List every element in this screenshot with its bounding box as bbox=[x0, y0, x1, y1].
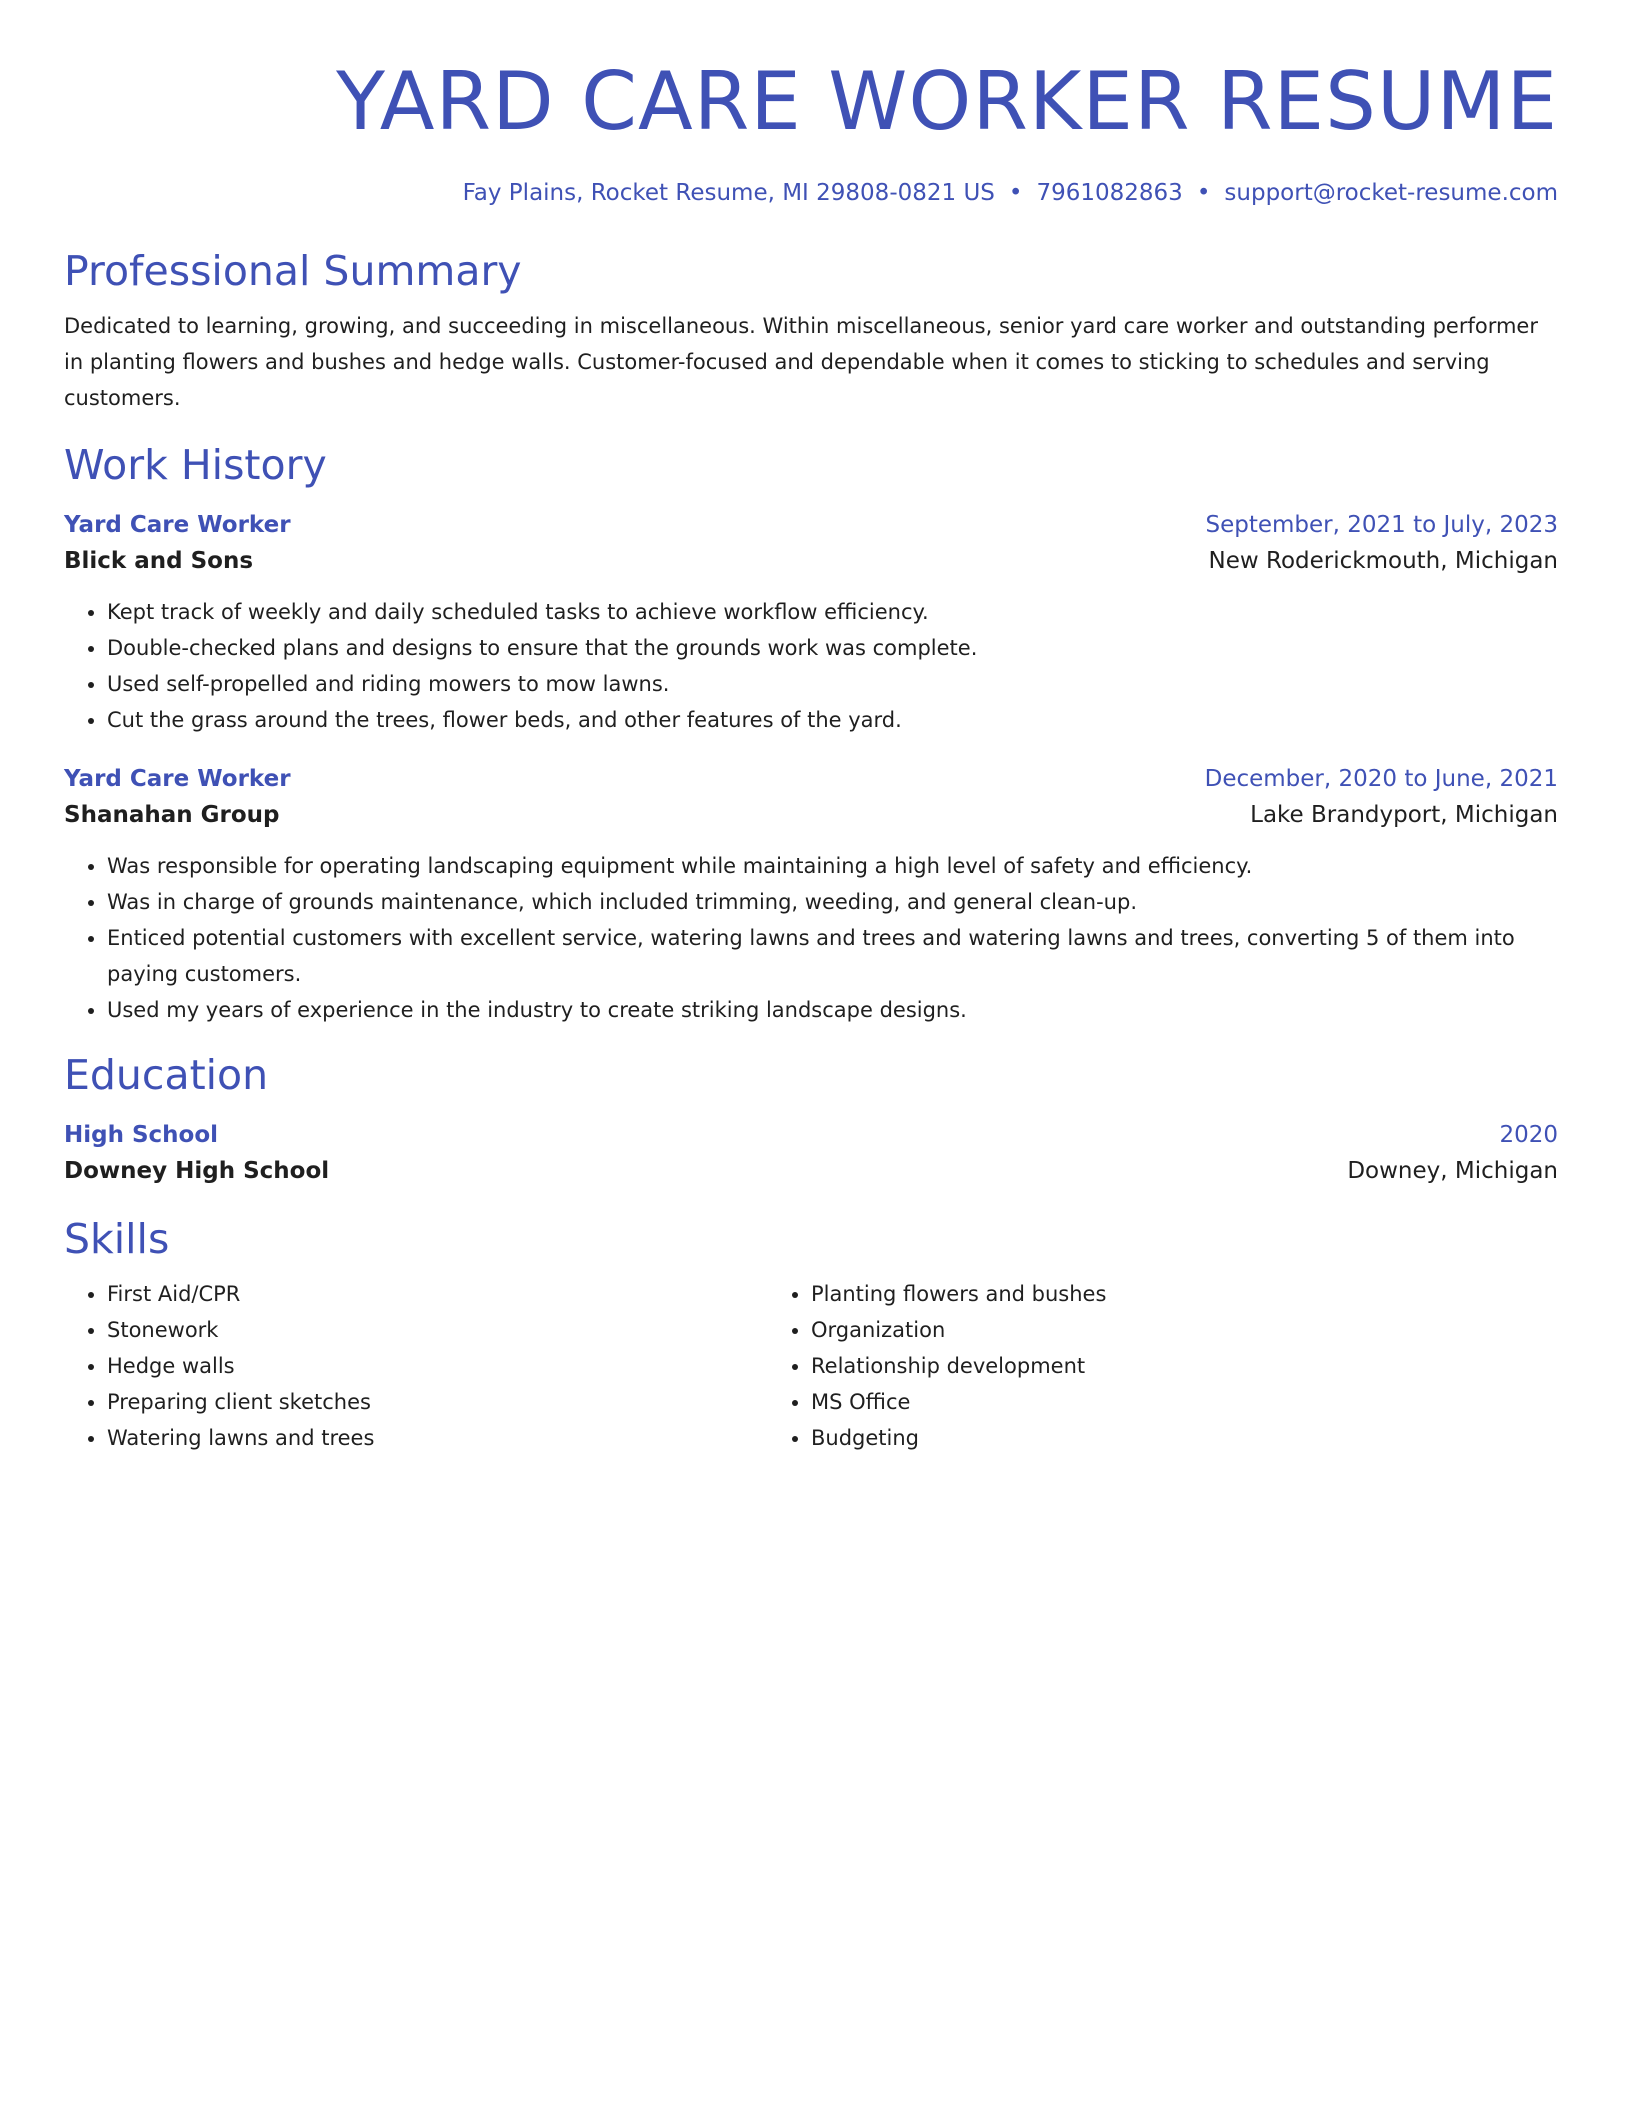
skill-item: • Relationship development bbox=[811, 1348, 1528, 1384]
skills-column-right bbox=[768, 1276, 1528, 1456]
education-year: 2020 bbox=[1499, 1122, 1558, 1148]
job-entry bbox=[64, 508, 1558, 738]
contact-separator: • bbox=[1196, 180, 1211, 206]
skills-heading: Skills bbox=[64, 1215, 170, 1263]
job-bullet: • Was responsible for operating landscaping equipment while maintaining a high level of safety and efficiency. bbox=[107, 848, 1558, 884]
job-bullet: • Was in charge of grounds maintenance, which included trimming, weeding, and general clean-up. bbox=[107, 884, 1558, 920]
job-title: Yard Care Worker bbox=[64, 512, 291, 538]
resume-title: YARD CARE WORKER RESUME bbox=[336, 55, 1558, 148]
job-location: New Roderickmouth, Michigan bbox=[1208, 548, 1558, 574]
contact-line bbox=[64, 178, 1558, 208]
job-header bbox=[64, 762, 1558, 796]
skill-item: • First Aid/CPR bbox=[107, 1276, 768, 1312]
contact-address: Fay Plains, Rocket Resume, MI 29808-0821 US bbox=[462, 180, 995, 206]
skill-item: • Preparing client sketches bbox=[107, 1384, 768, 1420]
skills-column-left bbox=[64, 1276, 768, 1456]
job-bullet: • Cut the grass around the trees, flower beds, and other features of the yard. bbox=[107, 702, 1558, 738]
job-company: Shanahan Group bbox=[64, 802, 280, 828]
education-degree: High School bbox=[64, 1122, 219, 1148]
education-subheader bbox=[64, 1152, 1558, 1190]
job-bullets bbox=[64, 594, 1558, 738]
job-bullet: • Used self-propelled and riding mowers to mow lawns. bbox=[107, 666, 1558, 702]
contact-separator: • bbox=[1008, 180, 1023, 206]
skills-list bbox=[64, 1276, 1558, 1456]
job-subheader bbox=[64, 796, 1558, 834]
contact-phone: 7961082863 bbox=[1036, 180, 1183, 206]
job-bullet: • Kept track of weekly and daily scheduled tasks to achieve workflow efficiency. bbox=[107, 594, 1558, 630]
job-bullet: • Double-checked plans and designs to ensure that the grounds work was complete. bbox=[107, 630, 1558, 666]
skill-item: • Watering lawns and trees bbox=[107, 1420, 768, 1456]
resume-page bbox=[64, 0, 1558, 1456]
education-entry bbox=[64, 1118, 1558, 1190]
skill-item: • Organization bbox=[811, 1312, 1528, 1348]
job-company: Blick and Sons bbox=[64, 548, 254, 574]
job-dates: September, 2021 to July, 2023 bbox=[1205, 512, 1558, 538]
job-entry bbox=[64, 762, 1558, 1028]
summary-text: Dedicated to learning, growing, and succeeding in miscellaneous. Within miscellaneous, senior yard care worker and outstanding performer in planting flowers and bushes and hedge walls. Customer-focused and dependable when it comes to sticking to schedules and serving customers. bbox=[64, 314, 1538, 410]
education-heading: Education bbox=[64, 1051, 269, 1099]
education-school: Downey High School bbox=[64, 1158, 330, 1184]
summary-heading: Professional Summary bbox=[64, 247, 522, 295]
job-subheader bbox=[64, 542, 1558, 580]
job-title: Yard Care Worker bbox=[64, 766, 291, 792]
education-header bbox=[64, 1118, 1558, 1152]
skill-item: • Planting flowers and bushes bbox=[811, 1276, 1528, 1312]
job-bullets bbox=[64, 848, 1558, 1028]
education-location: Downey, Michigan bbox=[1347, 1158, 1558, 1184]
job-bullet: • Used my years of experience in the industry to create striking landscape designs. bbox=[107, 992, 1558, 1028]
job-header bbox=[64, 508, 1558, 542]
job-dates: December, 2020 to June, 2021 bbox=[1204, 766, 1558, 792]
skill-item: • MS Office bbox=[811, 1384, 1528, 1420]
skill-item: • Budgeting bbox=[811, 1420, 1528, 1456]
contact-email: support@rocket-resume.com bbox=[1224, 180, 1558, 206]
work-history-heading: Work History bbox=[64, 441, 327, 489]
job-bullet: • Enticed potential customers with excellent service, watering lawns and trees and watering lawns and trees, converting 5 of them into paying customers. bbox=[107, 920, 1558, 992]
skill-item: • Hedge walls bbox=[107, 1348, 768, 1384]
job-location: Lake Brandyport, Michigan bbox=[1250, 802, 1558, 828]
skill-item: • Stonework bbox=[107, 1312, 768, 1348]
